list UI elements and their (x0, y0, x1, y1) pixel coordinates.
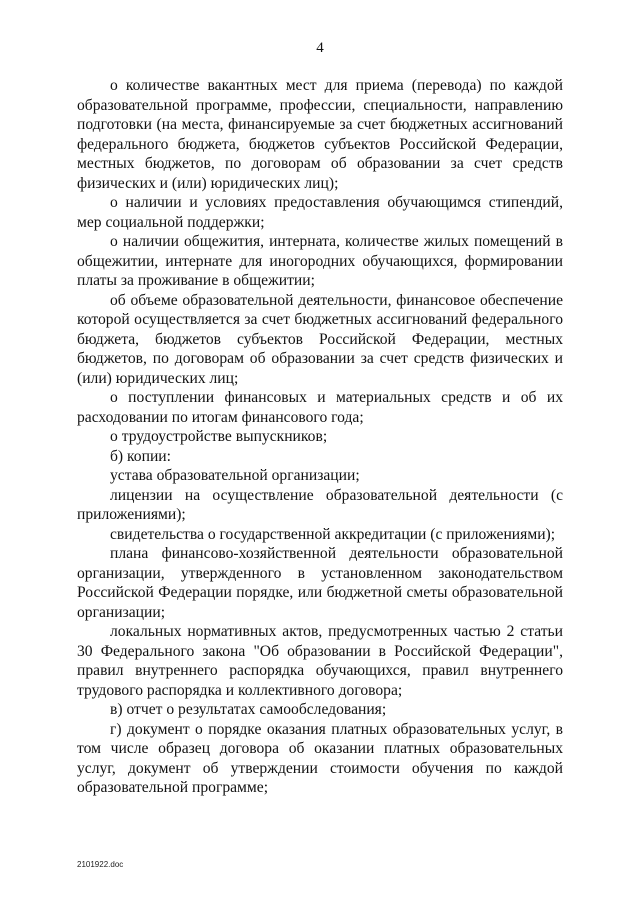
paragraph: свидетельства о государственной аккредитации (с приложениями); (110, 525, 556, 543)
paragraph: о поступлении финансовых и материальных средств и об их расходовании по итогам финансового года; (77, 389, 563, 426)
paragraph: о количестве вакантных мест для приема (перевода) по каждой образовательной программе, профессии, специальности, направлению подготовки (на места, финансируемые за счет бюджетных ассигнований федерального бюджета, бюджетов субъектов Российской Федерации, местных бюджетов, по договорам об образовании за счет средств физических и (или) юридических лиц); (77, 77, 563, 192)
paragraph: лицензии на осуществление образовательной деятельности (с приложениями); (77, 486, 563, 523)
footer-filename: 2101922.doc (77, 860, 124, 869)
paragraph: локальных нормативных актов, предусмотренных частью 2 статьи 30 Федерального закона "Об образовании в Российской Федерации", правил внутреннего распорядка обучающихся, правил внутреннего трудового распорядка и коллективного договора; (77, 623, 563, 699)
paragraph: о наличии и условиях предоставления обучающимся стипендий, мер социальной поддержки; (77, 194, 563, 231)
paragraph: г) документ о порядке оказания платных образовательных услуг, в том числе образец договора об оказании платных образовательных услуг, документ об утверждении стоимости обучения по каждой образовательной программе; (77, 720, 563, 796)
paragraph: о трудоустройстве выпускников; (110, 428, 328, 445)
paragraph: б) копии: (110, 447, 171, 465)
paragraph: устава образовательной организации; (110, 467, 360, 484)
document-body (77, 76, 563, 798)
paragraph: плана финансово-хозяйственной деятельности образовательной организации, утвержденного в установленном законодательством Российской Федерации порядке, или бюджетной сметы образовательной организации; (77, 545, 563, 621)
paragraph: об объеме образовательной деятельности, финансовое обеспечение которой осуществляется за счет бюджетных ассигнований федерального бюджета, бюджетов субъектов Российской Федерации, местных бюджетов, по договорам об образовании за счет средств физических и (или) юридических лиц; (77, 291, 563, 387)
paragraph: о наличии общежития, интерната, количестве жилых помещений в общежитии, интернате для иногородних обучающихся, формировании платы за проживание в общежитии; (77, 233, 563, 289)
paragraph: в) отчет о результатах самообследования; (110, 701, 387, 718)
page-number: 4 (316, 40, 324, 56)
